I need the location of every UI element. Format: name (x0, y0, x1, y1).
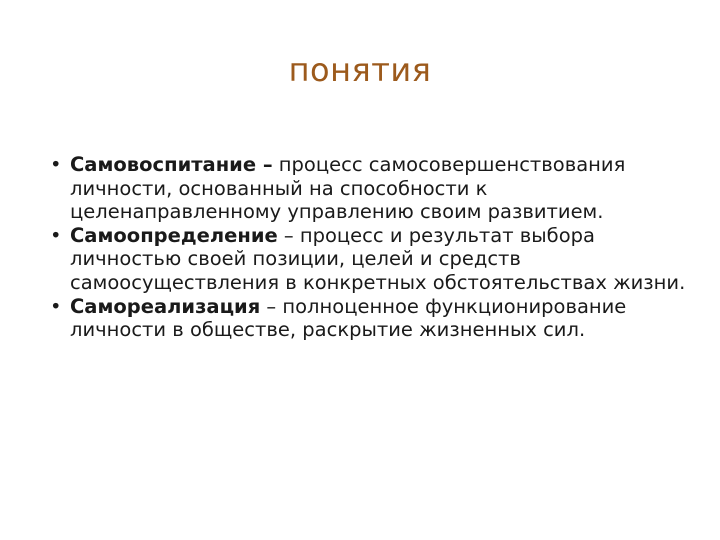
term-self-determination: Самоопределение (70, 223, 278, 247)
definition-self-realization: – полноценное функционирование личности в обществе, раскрытие жизненных сил. (70, 294, 627, 342)
term-self-education: Самовоспитание – (70, 153, 273, 176)
bullet-list (50, 153, 700, 342)
slide-content (50, 153, 700, 342)
slide-title-text: понятия (288, 51, 432, 89)
definition-self-determination: – процесс и результат выбора личностью своей позиции, целей и средств самоосуществления в конкретных обстоятельствах жизни. (70, 223, 686, 294)
definition-self-education: процесс самосовершенствования личности, основанный на способности к целенаправленному управлению своим развитием. (70, 153, 626, 224)
bullet-icon: • (50, 153, 62, 176)
bullet-item-self-education (50, 153, 700, 224)
bullet-icon: • (50, 294, 62, 318)
bullet-icon: • (50, 223, 62, 247)
term-self-realization: Самореализация (70, 294, 261, 318)
bullet-item-self-determination (50, 224, 700, 295)
bullet-item-self-realization (50, 295, 700, 342)
slide-title (0, 50, 720, 90)
